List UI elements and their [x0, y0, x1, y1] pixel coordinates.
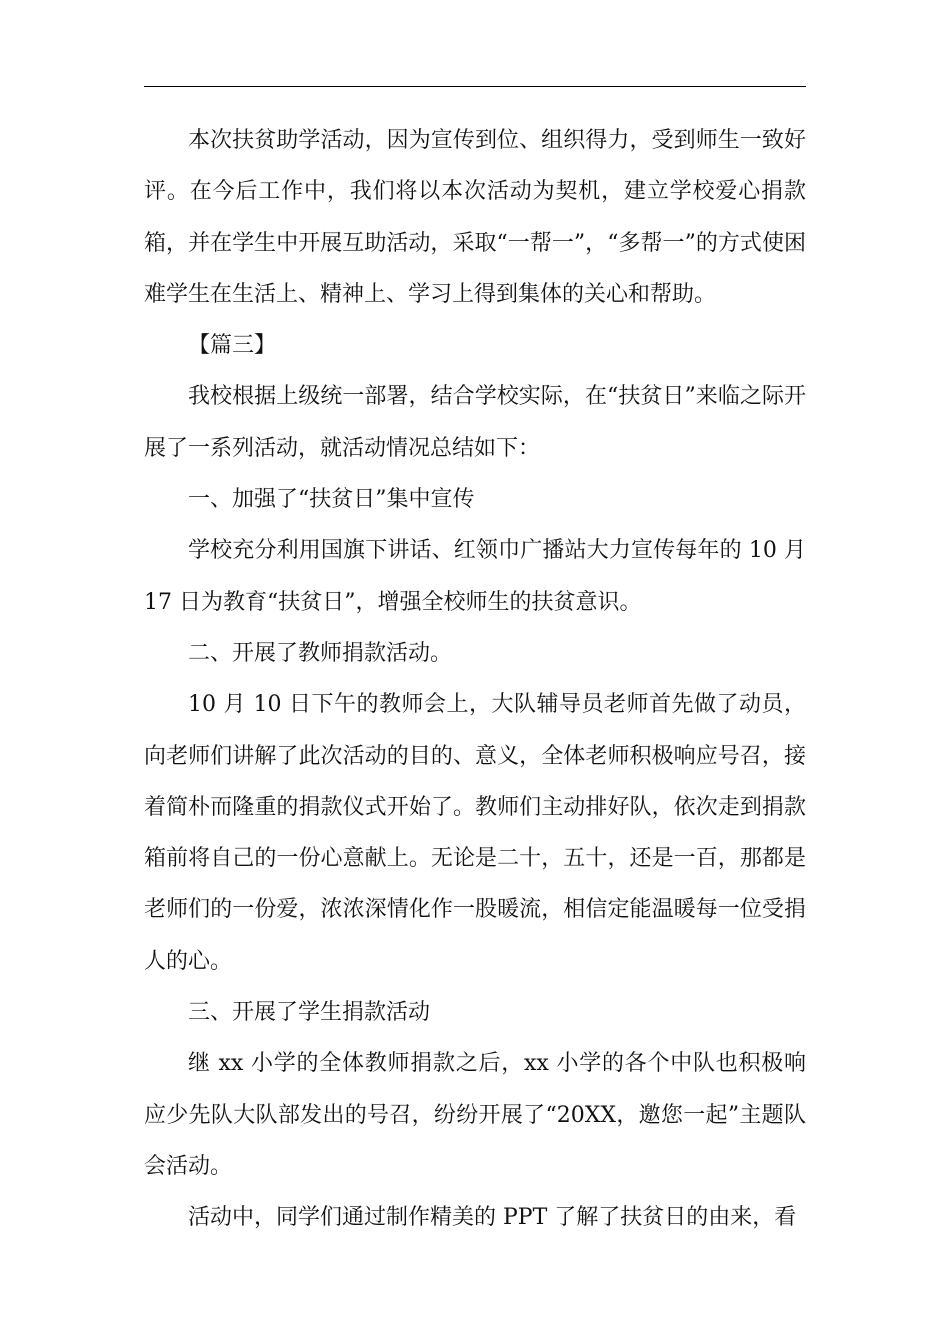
subheading: 三、开展了学生捐款活动	[188, 1000, 431, 1026]
document-body	[144, 115, 806, 1244]
paragraph: 10 月 10 日下午的教师会上，大队辅导员老师首先做了动员，向老师们讲解了此次活动的目的、意义，全体老师积极响应号召，接着简朴而隆重的捐款仪式开始了。教师们主动排好队，依次走到捐款箱前将自己的一份心意献上。无论是二十，五十，还是一百，那都是老师们的一份爱，浓浓深情化作一股暖流，相信定能温暖每一位受捐人的心。	[144, 692, 806, 974]
section-heading: 【篇三】	[188, 333, 277, 359]
paragraph: 本次扶贫助学活动，因为宣传到位、组织得力，受到师生一致好评。在今后工作中，我们将以本次活动为契机，建立学校爱心捐款箱，并在学生中开展互助活动，采取“一帮一”，“多帮一”的方式使困难学生在生活上、精神上、学习上得到集体的关心和帮助。	[144, 128, 806, 307]
header-rule	[144, 86, 806, 87]
paragraph: 我校根据上级统一部署，结合学校实际，在“扶贫日”来临之际开展了一系列活动，就活动情况总结如下：	[144, 384, 806, 461]
subheading: 二、开展了教师捐款活动。	[188, 640, 453, 666]
subheading: 一、加强了“扶贫日”集中宣传	[188, 487, 475, 513]
paragraph: 活动中，同学们通过制作精美的 PPT 了解了扶贫日的由来，看	[188, 1205, 797, 1231]
paragraph: 继 xx 小学的全体教师捐款之后，xx 小学的各个中队也积极响应少先队大队部发出的号召，纷纷开展了“20XX，邀您一起”主题队会活动。	[144, 1051, 806, 1179]
paragraph: 学校充分利用国旗下讲话、红领巾广播站大力宣传每年的 10 月 17 日为教育“扶贫日”，增强全校师生的扶贫意识。	[144, 538, 806, 615]
